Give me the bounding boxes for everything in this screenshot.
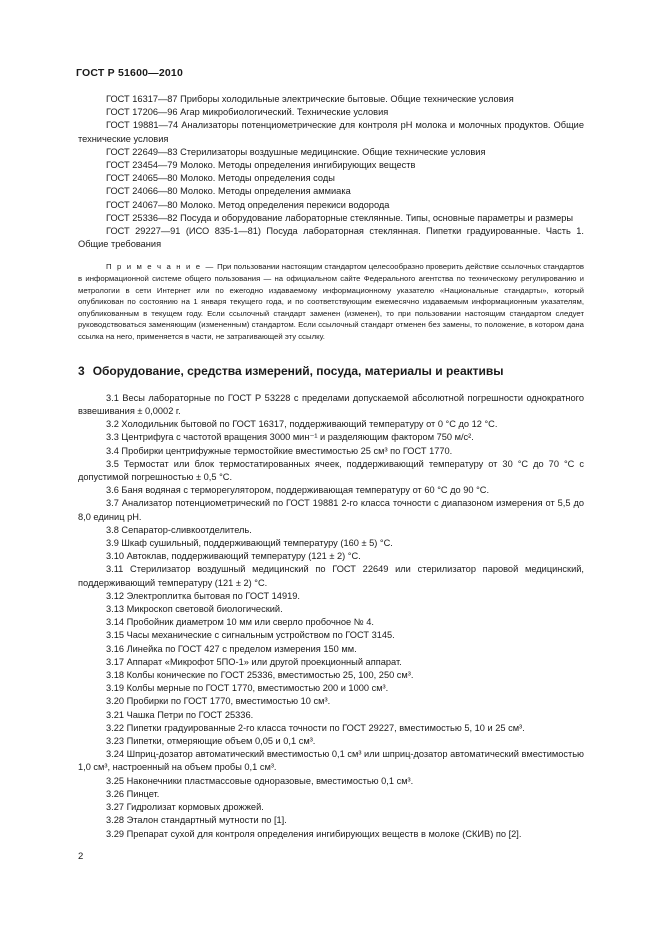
list-item: 3.28 Эталон стандартный мутности по [1]. <box>106 815 287 826</box>
note-text: При пользовании настоящим стандартом целесообразно проверить действие ссылочных стандартов в информационной системе общего пользования — на официальном сайте Федерального агентства по техническому регулированию и метрологии в сети Интернет или по ежегодно издаваемому информационному указателю «Национальные стандарты», который опубликован по состоянию на 1 января текущего года, и по соответствующим ежемесячно издаваемым информационным указателям, опубликованным в текущем году. Если ссылочный стандарт заменен (изменен), то при пользовании настоящим стандартом следует руководствоваться заменяющим (измененным) стандартом. Если ссылочный стандарт отменен без замены, то положение, в котором дана ссылка на него, применяется в части, не затрагивающей эту ссылку. <box>78 262 585 341</box>
list-item: 3.1 Весы лабораторные по ГОСТ Р 53228 с пределами допускаемой абсолютной погрешности однократного взвешивания ± 0,0002 г. <box>78 392 584 416</box>
reference-item: ГОСТ 22649—83 Стерилизаторы воздушные медицинские. Общие технические условия <box>106 146 486 157</box>
reference-item: ГОСТ 25336—82 Посуда и оборудование лабораторные стеклянные. Типы, основные параметры и размеры <box>106 212 574 223</box>
section-number: 3 <box>78 363 85 378</box>
reference-item: ГОСТ 24066—80 Молоко. Методы определения аммиака <box>106 186 351 197</box>
list-item: 3.24 Шприц-дозатор автоматический вместимостью 0,1 см³ или шприц-дозатор автоматический вместимостью 1,0 см³, настроенный на объем пробы 0,1 см³. <box>78 749 584 773</box>
document-body <box>78 93 584 841</box>
list-item: 3.5 Термостат или блок термостатированных ячеек, поддерживающий температуру от 30 °С до 70 °С с допустимой погрешностью ± 0,5 °С. <box>78 458 584 483</box>
list-item: 3.17 Аппарат «Микрофот 5ПО-1» или другой проекционный аппарат. <box>106 656 402 667</box>
list-item: 3.25 Наконечники пластмассовые одноразовые, вместимостью 0,1 см³. <box>106 775 414 786</box>
list-item: 3.8 Сепаратор-сливкоотделитель. <box>106 524 252 535</box>
reference-item: ГОСТ 17206—96 Агар микробиологический. Технические условия <box>106 107 389 118</box>
list-item: 3.6 Баня водяная с терморегулятором, поддерживающая температуру от 60 °С до 90 °С. <box>106 485 490 496</box>
list-item: 3.27 Гидролизат кормовых дрожжей. <box>106 802 264 813</box>
reference-item: ГОСТ 16317—87 Приборы холодильные электрические бытовые. Общие технические условия <box>106 94 514 104</box>
list-item: 3.2 Холодильник бытовой по ГОСТ 16317, поддерживающий температуру от 0 °С до 12 °С. <box>106 419 498 430</box>
document-title: ГОСТ Р 51600—2010 <box>76 67 184 79</box>
references-list <box>78 93 584 251</box>
list-item: 3.19 Колбы мерные по ГОСТ 1770, вместимостью 200 и 1000 см³. <box>106 683 389 694</box>
section-heading <box>78 365 584 378</box>
list-item: 3.23 Пипетки, отмеряющие объем 0,05 и 0,1 см³. <box>106 736 316 747</box>
list-item: 3.3 Центрифуга с частотой вращения 3000 мин⁻¹ и разделяющим фактором 750 м/с². <box>106 432 474 443</box>
reference-item: ГОСТ 23454—79 Молоко. Методы определения ингибирующих веществ <box>106 160 416 171</box>
list-item: 3.13 Микроскоп световой биологический. <box>106 604 283 615</box>
list-item: 3.20 Пробирки по ГОСТ 1770, вместимостью 10 см³. <box>106 696 331 707</box>
list-item: 3.12 Электроплитка бытовая по ГОСТ 14919. <box>106 590 300 601</box>
list-item: 3.18 Колбы конические по ГОСТ 25336, вместимостью 25, 100, 250 см³. <box>106 670 414 681</box>
list-item: 3.14 Пробойник диаметром 10 мм или сверло пробочное № 4. <box>106 617 374 628</box>
list-item: 3.16 Линейка по ГОСТ 427 с пределом измерения 150 мм. <box>106 643 357 654</box>
page-number: 2 <box>78 851 84 862</box>
list-item: 3.26 Пинцет. <box>106 788 160 799</box>
list-item: 3.22 Пипетки градуированные 2-го класса точности по ГОСТ 29227, вместимостью 5, 10 и 25 см³. <box>106 722 525 733</box>
list-item: 3.21 Чашка Петри по ГОСТ 25336. <box>106 709 254 720</box>
list-item: 3.9 Шкаф сушильный, поддерживающий температуру (160 ± 5) °С. <box>106 538 393 549</box>
list-item: 3.7 Анализатор потенциометрический по ГОСТ 19881 2-го класса точности с диапазоном измерения от 5,5 до 8,0 единиц рН. <box>78 498 584 522</box>
reference-item: ГОСТ 24065—80 Молоко. Методы определения соды <box>106 173 335 184</box>
list-item: 3.29 Препарат сухой для контроля определения ингибирующих веществ в молоке (СКИВ) по [2]. <box>106 828 522 839</box>
note-label: П р и м е ч а н и е — <box>106 262 215 272</box>
note-paragraph <box>78 261 584 342</box>
reference-item: ГОСТ 19881—74 Анализаторы потенциометрические для контроля рН молока и молочных продуктов. Общие технические условия <box>78 120 584 144</box>
reference-item: ГОСТ 29227—91 (ИСО 835-1—81) Посуда лабораторная стеклянная. Пипетки градуированные. Часть 1. Общие требования <box>78 226 584 250</box>
section-title: Оборудование, средства измерений, посуда, материалы и реактивы <box>92 363 504 378</box>
equipment-list <box>78 392 584 841</box>
reference-item: ГОСТ 24067—80 Молоко. Метод определения перекиси водорода <box>106 199 390 210</box>
list-item: 3.15 Часы механические с сигнальным устройством по ГОСТ 3145. <box>106 630 395 641</box>
list-item: 3.10 Автоклав, поддерживающий температуру (121 ± 2) °С. <box>106 551 361 562</box>
list-item: 3.4 Пробирки центрифужные термостойкие вместимостью 25 см³ по ГОСТ 1770. <box>106 445 453 456</box>
list-item: 3.11 Стерилизатор воздушный медицинский по ГОСТ 22649 или стерилизатор паровой медицинский, поддерживающий температуру (121 ± 2) °С. <box>78 564 584 588</box>
